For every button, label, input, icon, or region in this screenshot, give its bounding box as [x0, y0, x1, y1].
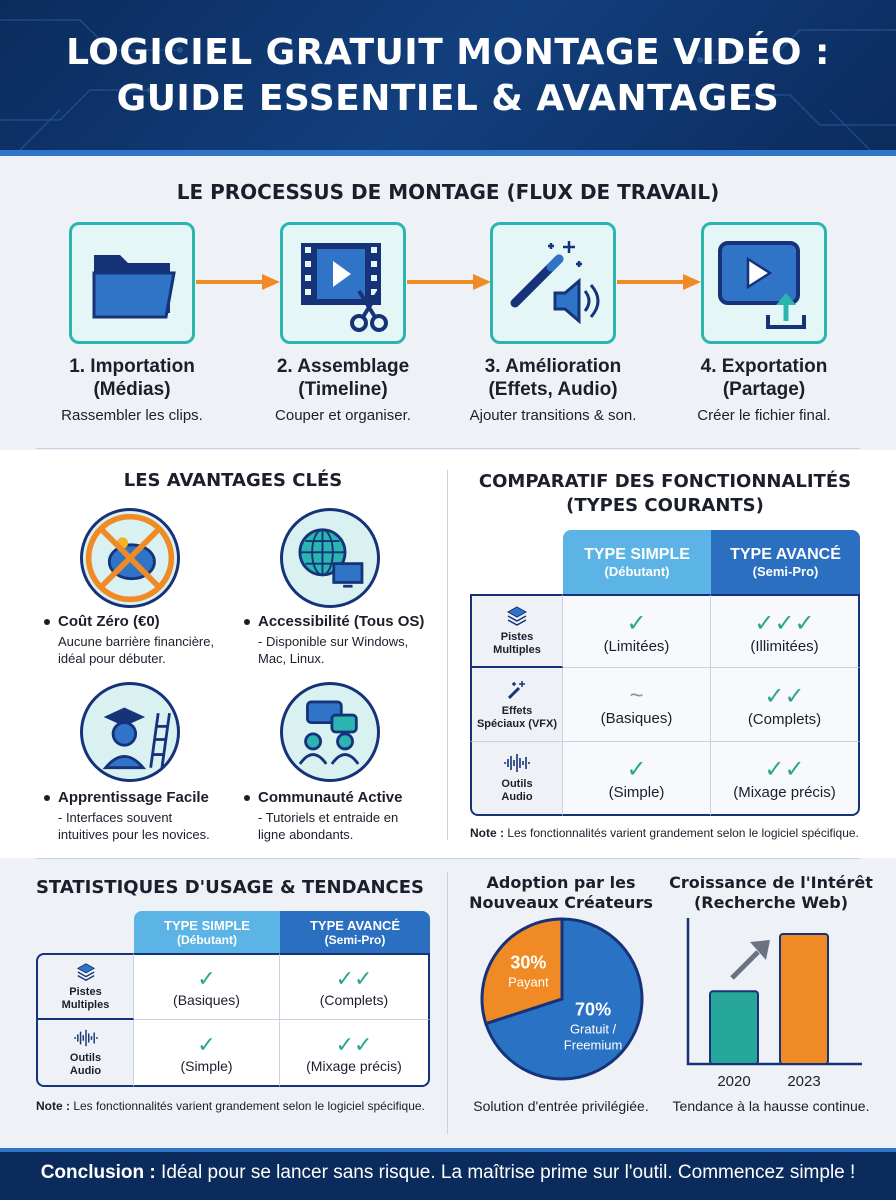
pie-pct-label: 30% [510, 952, 547, 973]
advantages-title: LES AVANTAGES CLÉS [123, 470, 343, 491]
table-row [36, 953, 430, 1020]
row-label: Pistes Multiples [470, 594, 563, 668]
video-export-icon [704, 225, 824, 341]
arrow-right-icon [407, 274, 491, 290]
community-chat-icon [280, 682, 380, 782]
header-accent-bar [0, 150, 896, 156]
step-3-title: 3. Amélioration (Effets, Audio) [484, 356, 622, 400]
graduate-ladder-icon [80, 682, 180, 782]
divider [36, 858, 860, 859]
step-1-title: 1. Importation (Médias) [69, 356, 195, 400]
comparison-table [470, 530, 860, 816]
step-amelioration-box [490, 222, 616, 344]
bar [780, 934, 828, 1064]
cell-simple: ✓ (Simple) [563, 742, 711, 816]
comparison-note: Note : Les fonctionnalités varient grandement selon le logiciel spécifique. [470, 826, 859, 840]
vertical-divider [447, 872, 448, 1134]
bar-category-label: 2020 [717, 1073, 751, 1090]
col-adv-header: TYPE AVANCÉ (Semi-Pro) [711, 530, 860, 594]
pie-pct-label: 70% [575, 999, 612, 1020]
table-row [36, 1020, 430, 1087]
bar [710, 991, 758, 1064]
globe-computer-icon [280, 508, 380, 608]
bar-chart [680, 912, 870, 1092]
step-exportation-box [701, 222, 827, 344]
arrow-right-icon [196, 274, 280, 290]
stats-title: STATISTIQUES D'USAGE & TENDANCES [35, 877, 425, 898]
table-row [470, 594, 860, 668]
pie-slice-label: Payant [508, 974, 549, 990]
bar-caption: Tendance à la hausse continue. [672, 1098, 870, 1114]
folder-icon [72, 225, 192, 341]
conclusion-footer [0, 1148, 896, 1200]
cell-simple: ✓ (Simple) [134, 1020, 280, 1087]
row-label: Outils Audio [470, 742, 563, 816]
step-3-desc: Ajouter transitions & son. [469, 407, 637, 424]
pie-chart [476, 913, 648, 1085]
cell-adv: ✓✓ (Mixage précis) [711, 742, 860, 816]
cell-simple: ✓ (Limitées) [563, 594, 711, 668]
pie-caption: Solution d'entrée privilégiée. [473, 1098, 649, 1114]
advantage-2-title: Accessibilité (Tous OS) [244, 613, 424, 630]
stats-note: Note : Les fonctionnalités varient grandement selon le logiciel spécifique. [36, 1099, 425, 1113]
trend-arrow-icon [732, 952, 758, 978]
sparkle-wand-icon [506, 679, 528, 701]
process-section [0, 160, 896, 450]
table-row [470, 742, 860, 816]
advantage-4-desc: - Tutoriels et entraide en ligne abondants. [258, 810, 399, 842]
page-title: LOGICIEL GRATUIT MONTAGE VIDÉO : GUIDE ESSENTIEL & AVANTAGES [66, 32, 830, 119]
step-1-desc: Rassembler les clips. [61, 407, 203, 424]
step-assemblage-box [280, 222, 406, 344]
advantage-2-desc: - Disponible sur Windows, Mac, Linux. [258, 634, 409, 666]
advantage-1-desc: Aucune barrière financière, idéal pour débuter. [58, 634, 215, 666]
advantage-3-title: Apprentissage Facile [44, 789, 209, 806]
magic-wand-audio-icon [493, 225, 613, 341]
arrow-right-icon [617, 274, 701, 290]
divider [36, 448, 860, 449]
col-adv-header: TYPE AVANCÉ (Semi-Pro) [280, 911, 430, 953]
bar-title: Croissance de l'Intérêt (Recherche Web) [669, 873, 873, 912]
row-label: Pistes Multiples [36, 953, 134, 1020]
vertical-divider [447, 470, 448, 840]
col-simple-header: TYPE SIMPLE (Débutant) [563, 530, 711, 594]
cell-adv: ✓✓ (Complets) [280, 953, 430, 1020]
pie-slice-label: Freemium [563, 1037, 623, 1053]
pie-slice-label: Gratuit / [569, 1021, 617, 1037]
step-2-desc: Couper et organiser. [275, 407, 411, 424]
pie-title: Adoption par les Nouveaux Créateurs [469, 873, 653, 912]
advantage-3-desc: - Interfaces souvent intuitives pour les novices. [58, 810, 210, 842]
row-label: Outils Audio [36, 1020, 134, 1087]
step-2-title: 2. Assemblage (Timeline) [276, 356, 410, 400]
cell-adv: ✓✓✓ (Illimitées) [711, 594, 860, 668]
stats-table [36, 911, 430, 1087]
row-label: Effets Spéciaux (VFX) [470, 668, 563, 742]
step-4-desc: Créer le fichier final. [697, 407, 831, 424]
layers-icon [506, 605, 528, 627]
step-importation-box [69, 222, 195, 344]
table-row [470, 668, 860, 742]
layers-icon [75, 962, 97, 982]
cell-adv: ✓✓ (Mixage précis) [280, 1020, 430, 1087]
conclusion-text: Conclusion : Idéal pour se lancer sans risque. La maîtrise prime sur l'outil. Commencez simple ! [40, 1162, 856, 1183]
audio-wave-icon [502, 752, 532, 774]
step-4-title: 4. Exportation (Partage) [700, 356, 828, 400]
advantage-4-title: Communauté Active [244, 789, 402, 806]
cell-adv: ✓✓ (Complets) [711, 668, 860, 742]
comparison-title: COMPARATIF DES FONCTIONNALITÉS (TYPES COURANTS) [478, 471, 852, 516]
col-simple-header: TYPE SIMPLE (Débutant) [134, 911, 280, 953]
cell-simple: ~ (Basiques) [563, 668, 711, 742]
advantage-1-title: Coût Zéro (€0) [44, 613, 160, 630]
no-piggy-bank-icon [80, 508, 180, 608]
bar-category-label: 2023 [787, 1073, 821, 1090]
film-scissors-icon [283, 225, 403, 341]
process-title: LE PROCESSUS DE MONTAGE (FLUX DE TRAVAIL) [176, 180, 720, 204]
header-banner [0, 0, 896, 156]
cell-simple: ✓ (Basiques) [134, 953, 280, 1020]
audio-wave-icon [71, 1028, 101, 1048]
